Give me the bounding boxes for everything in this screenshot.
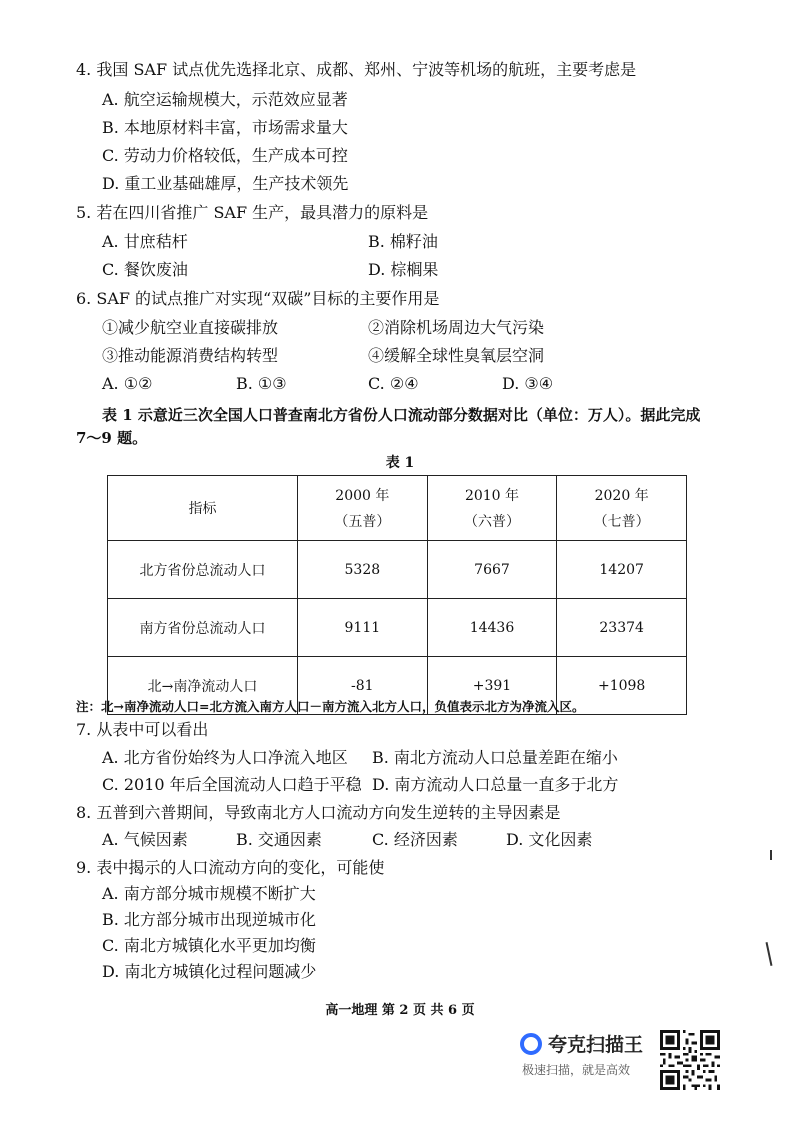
scanner-logo bbox=[520, 1030, 643, 1057]
cell-2010: 7667 bbox=[427, 541, 557, 599]
q4-stem: 4. 我国 SAF 试点优先选择北京、成都、郑州、宁波等机场的航班，主要考虑是 bbox=[76, 60, 637, 79]
scan-mark bbox=[766, 942, 773, 966]
cell-2010: +391 bbox=[427, 657, 557, 715]
q8-option-c: C. 经济因素 bbox=[372, 830, 458, 849]
row-label: 北→南净流动人口 bbox=[108, 657, 298, 715]
q6-item-3: ③推动能源消费结构转型 bbox=[102, 346, 279, 365]
scanner-name: 夸克扫描王 bbox=[548, 1034, 644, 1056]
cell-2000: 5328 bbox=[298, 541, 428, 599]
cell-2020: 23374 bbox=[557, 599, 687, 657]
header-2020: 2020 年 （七普） bbox=[557, 476, 687, 541]
table-intro-line-2: 7～9 题。 bbox=[76, 429, 148, 447]
scanner-watermark bbox=[520, 1030, 643, 1078]
table-intro-line-1: 表 1 示意近三次全国人口普查南北方省份人口流动部分数据对比（单位：万人）。据此完成 bbox=[102, 406, 701, 424]
q4-option-d: D. 重工业基础雄厚，生产技术领先 bbox=[102, 174, 349, 193]
population-table bbox=[107, 475, 687, 715]
header-2000: 2000 年 （五普） bbox=[298, 476, 428, 541]
row-label: 南方省份总流动人口 bbox=[108, 599, 298, 657]
q9-option-d: D. 南北方城镇化过程问题减少 bbox=[102, 962, 317, 981]
scanner-slogan: 极速扫描，就是高效 bbox=[522, 1063, 631, 1077]
cell-2020: +1098 bbox=[557, 657, 687, 715]
q4-option-b: B. 本地原材料丰富，市场需求量大 bbox=[102, 118, 348, 137]
q9-option-c: C. 南北方城镇化水平更加均衡 bbox=[102, 936, 316, 955]
table-row bbox=[108, 599, 687, 657]
q7-option-c: C. 2010 年后全国流动人口趋于平稳 bbox=[102, 775, 362, 794]
row-label: 北方省份总流动人口 bbox=[108, 541, 298, 599]
q9-option-b: B. 北方部分城市出现逆城市化 bbox=[102, 910, 316, 929]
q7-option-d: D. 南方流动人口总量一直多于北方 bbox=[372, 775, 619, 794]
table-note: 注：北→南净流动人口=北方流入南方人口－南方流入北方人口，负值表示北方为净流入区。 bbox=[76, 699, 585, 714]
q8-option-a: A. 气候因素 bbox=[102, 830, 188, 849]
q7-option-a: A. 北方省份始终为人口净流入地区 bbox=[102, 748, 348, 767]
q7-option-b: B. 南北方流动人口总量差距在缩小 bbox=[372, 748, 618, 767]
header-indicator: 指标 bbox=[108, 476, 298, 541]
q9-option-a: A. 南方部分城市规模不断扩大 bbox=[102, 884, 316, 903]
q7-stem: 7. 从表中可以看出 bbox=[76, 720, 209, 739]
q6-option-b: B. ①③ bbox=[236, 374, 287, 393]
q4-option-a: A. 航空运输规模大，示范效应显著 bbox=[102, 90, 348, 109]
q5-stem: 5. 若在四川省推广 SAF 生产，最具潜力的原料是 bbox=[76, 203, 429, 222]
q4-option-c: C. 劳动力价格较低，生产成本可控 bbox=[102, 146, 348, 165]
cell-2000: -81 bbox=[298, 657, 428, 715]
table-caption: 表 1 bbox=[385, 455, 415, 471]
q6-option-a: A. ①② bbox=[102, 374, 153, 393]
q5-option-a: A. 甘庶秸杆 bbox=[102, 232, 188, 251]
table-header-row bbox=[108, 476, 687, 541]
header-2010: 2010 年 （六普） bbox=[427, 476, 557, 541]
q5-option-d: D. 棕榈果 bbox=[368, 260, 439, 279]
q6-option-c: C. ②④ bbox=[368, 374, 419, 393]
cell-2000: 9111 bbox=[298, 599, 428, 657]
q8-option-b: B. 交通因素 bbox=[236, 830, 322, 849]
scanner-logo-icon bbox=[520, 1033, 542, 1055]
page-footer: 高一地理 第 2 页 共 6 页 bbox=[325, 1003, 475, 1018]
qr-code-icon bbox=[660, 1030, 720, 1090]
q6-option-d: D. ③④ bbox=[502, 374, 554, 393]
q5-option-c: C. 餐饮废油 bbox=[102, 260, 188, 279]
cell-2010: 14436 bbox=[427, 599, 557, 657]
q8-option-d: D. 文化因素 bbox=[506, 830, 593, 849]
q5-option-b: B. 棉籽油 bbox=[368, 232, 438, 251]
q9-stem: 9. 表中揭示的人口流动方向的变化，可能使 bbox=[76, 858, 385, 877]
q6-stem: 6. SAF 的试点推广对实现“双碳”目标的主要作用是 bbox=[76, 289, 440, 308]
q6-item-1: ①减少航空业直接碳排放 bbox=[102, 318, 279, 337]
q8-stem: 8. 五普到六普期间，导致南北方人口流动方向发生逆转的主导因素是 bbox=[76, 803, 561, 822]
q6-item-2: ②消除机场周边大气污染 bbox=[368, 318, 545, 337]
q6-item-4: ④缓解全球性臭氧层空洞 bbox=[368, 346, 545, 365]
scan-mark bbox=[770, 850, 772, 860]
table-row bbox=[108, 541, 687, 599]
cell-2020: 14207 bbox=[557, 541, 687, 599]
